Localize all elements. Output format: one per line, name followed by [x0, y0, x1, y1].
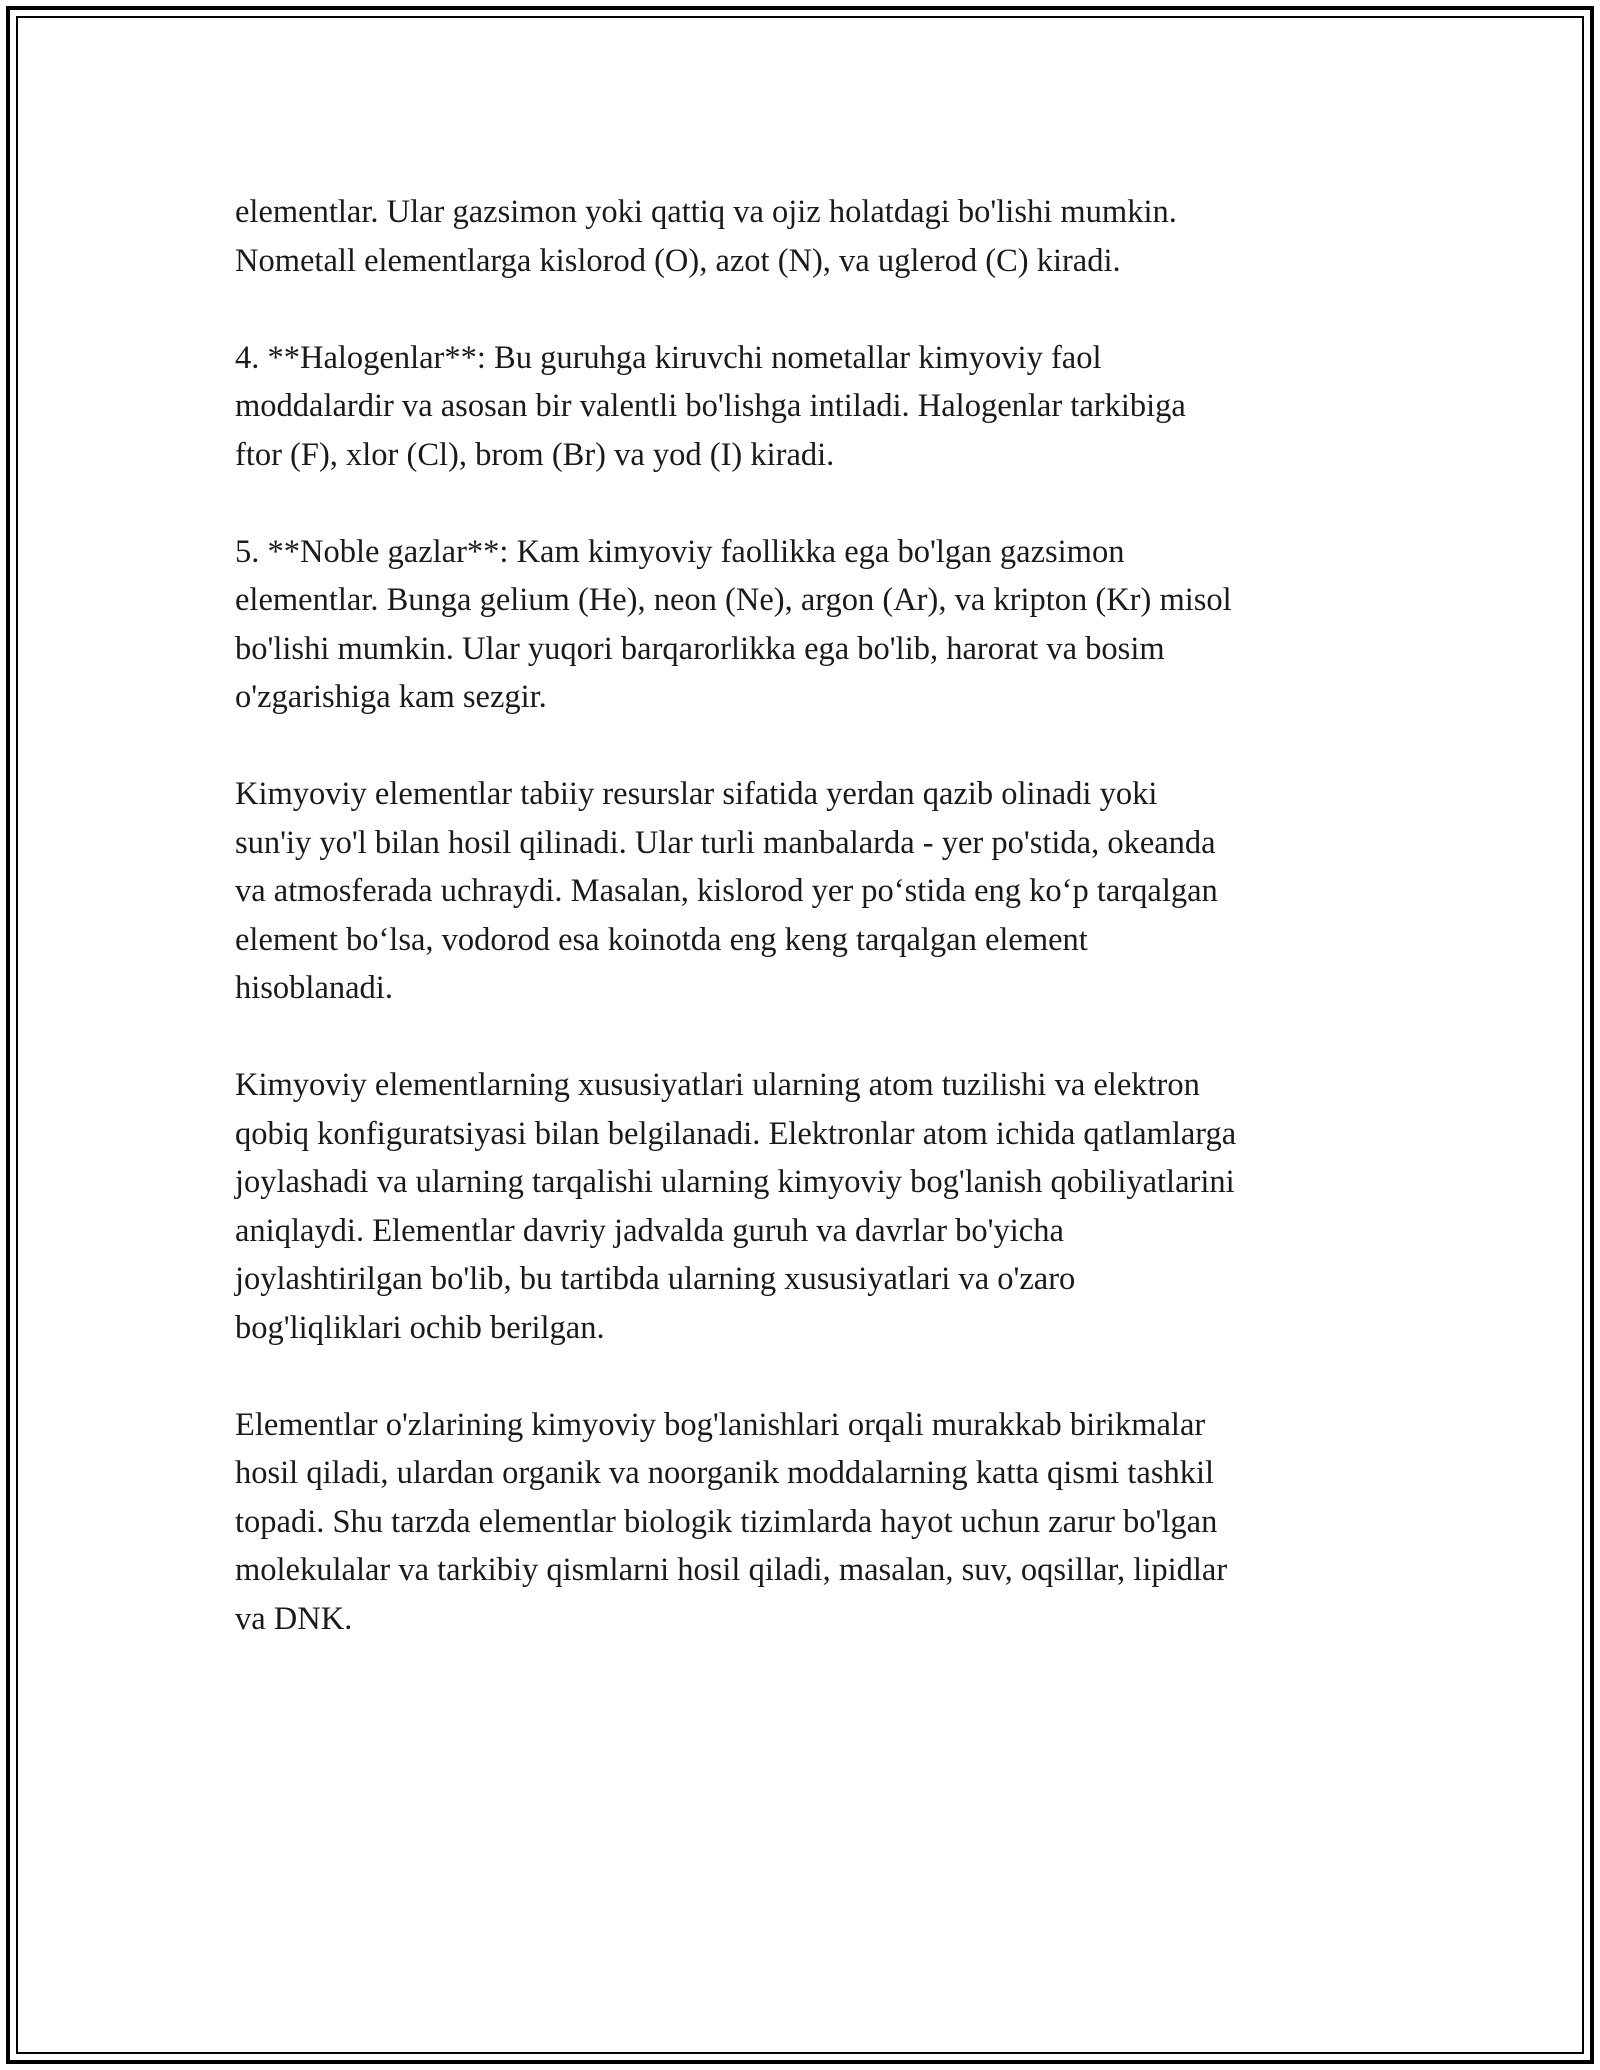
text-line: Kimyoviy elementlarning xususiyatlari ularning atom tuzilishi va elektron	[235, 1067, 1200, 1103]
text-line: Kimyoviy elementlar tabiiy resurslar sifatida yerdan qazib olinadi yoki	[235, 776, 1158, 812]
text-line: aniqlaydi. Elementlar davriy jadvalda guruh va davrlar bo'yicha	[235, 1212, 1064, 1249]
text-line: sun'iy yo'l bilan hosil qilinadi. Ular turli manbalarda - yer po'stida, okeanda	[235, 824, 1216, 861]
text-line: topadi. Shu tarzda elementlar biologik tizimlarda hayot uchun zarur bo'lgan	[235, 1503, 1218, 1540]
text-line: joylashadi va ularning tarqalishi ularning kimyoviy bog'lanish qobiliyatlarini	[235, 1164, 1235, 1200]
text-line: Elementlar o'zlarining kimyoviy bog'lanishlari orqali murakkab birikmalar	[235, 1406, 1206, 1443]
text-line: Nometall elementlarga kislorod (O), azot (N), va uglerod (C) kiradi.	[235, 242, 1121, 279]
text-line: molekulalar va tarkibiy qismlarni hosil qiladi, masalan, suv, oqsillar, lipidlar	[235, 1552, 1228, 1588]
text-line: ftor (F), xlor (Cl), brom (Br) va yod (I) kiradi.	[235, 436, 835, 473]
text-line: element bo‘lsa, vodorod esa koinotda eng keng tarqalgan element	[235, 921, 1088, 958]
paragraph-noble-gases	[235, 528, 1385, 722]
text-line: elementlar. Bunga gelium (He), neon (Ne), argon (Ar), va kripton (Kr) misol	[235, 582, 1232, 618]
paragraph-compounds	[235, 1401, 1385, 1644]
text-line: bo'lishi mumkin. Ular yuqori barqarorlikka ega bo'lib, harorat va bosim	[235, 630, 1165, 667]
text-line: hisoblanadi.	[235, 970, 393, 1006]
text-line: hosil qiladi, ulardan organik va noorganik moddalarning katta qismi tashkil	[235, 1455, 1215, 1491]
paragraph-properties	[235, 1061, 1385, 1352]
document-body	[235, 188, 1385, 1692]
text-line: 4. **Halogenlar**: Bu guruhga kiruvchi nometallar kimyoviy faol	[235, 339, 1102, 376]
text-line: bog'liqliklari ochib berilgan.	[235, 1309, 605, 1346]
text-line: 5. **Noble gazlar**: Kam kimyoviy faollikka ega bo'lgan gazsimon	[235, 533, 1125, 570]
text-line: qobiq konfiguratsiyasi bilan belgilanadi. Elektronlar atom ichida qatlamlarga	[235, 1115, 1237, 1152]
paragraph-nonmetals	[235, 188, 1385, 285]
paragraph-natural-resources	[235, 770, 1385, 1013]
paragraph-halogens	[235, 334, 1385, 480]
text-line: joylashtirilgan bo'lib, bu tartibda ularning xususiyatlari va o'zaro	[235, 1261, 1076, 1297]
text-line: o'zgarishiga kam sezgir.	[235, 679, 547, 715]
text-line: elementlar. Ular gazsimon yoki qattiq va ojiz holatdagi bo'lishi mumkin.	[235, 194, 1177, 230]
text-line: va atmosferada uchraydi. Masalan, kislorod yer po‘stida eng ko‘p tarqalgan	[235, 873, 1218, 909]
text-line: moddalardir va asosan bir valentli bo'lishga intiladi. Halogenlar tarkibiga	[235, 388, 1186, 424]
text-line: va DNK.	[235, 1600, 353, 1637]
